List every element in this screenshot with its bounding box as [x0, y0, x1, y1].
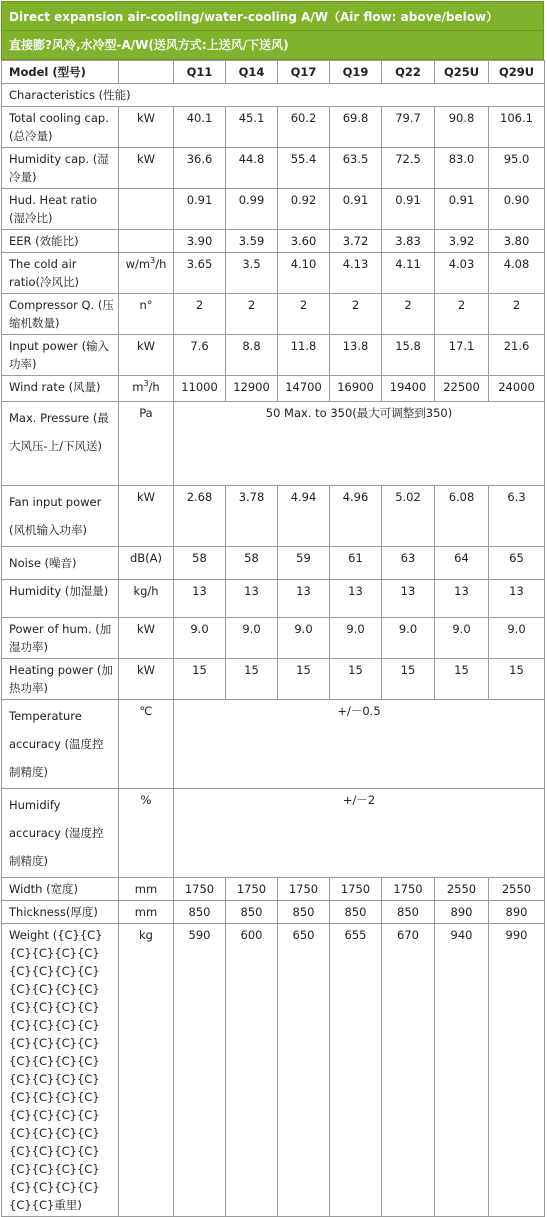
cell-value: 0.91 — [382, 189, 435, 230]
cell-value: 2 — [226, 294, 278, 335]
section-label: Characteristics (性能) — [2, 84, 545, 107]
unit-tail: /h — [155, 257, 167, 271]
unit-sup: 3 — [143, 379, 149, 389]
table-row — [2, 148, 545, 189]
cell-value: 9.0 — [226, 618, 278, 659]
cell-value: 59 — [278, 547, 330, 580]
row-label: Power of hum. (加湿功率) — [2, 618, 119, 659]
row-label: Fan input power (风机输入功率) — [2, 486, 119, 547]
cell-value: 2 — [174, 294, 226, 335]
unit-tail: /h — [148, 380, 160, 394]
row-label: Input power (输入功率) — [2, 335, 119, 376]
table-row — [2, 700, 545, 789]
cell-value: 106.1 — [489, 107, 545, 148]
cell-value: 60.2 — [278, 107, 330, 148]
cell-value: 15 — [278, 659, 330, 700]
row-unit — [119, 230, 174, 253]
cell-value: 45.1 — [226, 107, 278, 148]
row-unit: ℃ — [119, 700, 174, 789]
cell-value: 9.0 — [330, 618, 382, 659]
cell-value: 55.4 — [278, 148, 330, 189]
cell-value: 4.03 — [435, 253, 489, 294]
row-unit — [119, 189, 174, 230]
cell-value: 79.7 — [382, 107, 435, 148]
cell-value: 3.80 — [489, 230, 545, 253]
cell-value: 13 — [330, 580, 382, 618]
spec-table — [1, 60, 545, 1217]
cell-value: 655 — [330, 924, 382, 1217]
row-unit: kg — [119, 924, 174, 1217]
cell-value: 590 — [174, 924, 226, 1217]
row-unit: % — [119, 789, 174, 878]
cell-value: 44.8 — [226, 148, 278, 189]
cell-value: 0.99 — [226, 189, 278, 230]
cell-value: 17.1 — [435, 335, 489, 376]
title-english: Direct expansion air-cooling/water-cooling A/W（Air flow: above/below） — [1, 1, 544, 31]
cell-value: 9.0 — [435, 618, 489, 659]
cell-value: 1750 — [330, 878, 382, 901]
cell-value: 13 — [226, 580, 278, 618]
cell-value: 36.6 — [174, 148, 226, 189]
row-label: Total cooling cap. (总冷量) — [2, 107, 119, 148]
header-q19: Q19 — [330, 61, 382, 84]
cell-value: 14700 — [278, 376, 330, 402]
table-row — [2, 230, 545, 253]
cell-value: 3.65 — [174, 253, 226, 294]
spec-sheet — [1, 1, 544, 1217]
cell-value: 1750 — [226, 878, 278, 901]
merged-value: 50 Max. to 350(最大可调整到350) — [174, 402, 545, 486]
table-row — [2, 580, 545, 618]
cell-value: 2550 — [489, 878, 545, 901]
cell-value: 990 — [489, 924, 545, 1217]
cell-value: 6.3 — [489, 486, 545, 547]
cell-value: 15.8 — [382, 335, 435, 376]
cell-value: 15 — [226, 659, 278, 700]
row-unit: kW — [119, 335, 174, 376]
header-q11: Q11 — [174, 61, 226, 84]
cell-value: 850 — [278, 901, 330, 924]
row-unit: kg/h — [119, 580, 174, 618]
cell-value: 11000 — [174, 376, 226, 402]
cell-value: 940 — [435, 924, 489, 1217]
row-label: Noise (噪音) — [2, 547, 119, 580]
cell-value: 1750 — [278, 878, 330, 901]
cell-value: 4.08 — [489, 253, 545, 294]
cell-value: 64 — [435, 547, 489, 580]
cell-value: 4.13 — [330, 253, 382, 294]
cell-value: 69.8 — [330, 107, 382, 148]
table-row — [2, 189, 545, 230]
cell-value: 2 — [382, 294, 435, 335]
cell-value: 670 — [382, 924, 435, 1217]
cell-value: 6.08 — [435, 486, 489, 547]
cell-value: 1750 — [382, 878, 435, 901]
cell-value: 15 — [330, 659, 382, 700]
cell-value: 22500 — [435, 376, 489, 402]
unit-sup: 3 — [150, 256, 156, 266]
row-unit: dB(A) — [119, 547, 174, 580]
cell-value: 5.02 — [382, 486, 435, 547]
row-label: Compressor Q. (压缩机数量) — [2, 294, 119, 335]
cell-value: 3.5 — [226, 253, 278, 294]
row-label: Width (宽度) — [2, 878, 119, 901]
cell-value: 13 — [278, 580, 330, 618]
table-row — [2, 486, 545, 547]
cell-value: 13 — [489, 580, 545, 618]
cell-value: 72.5 — [382, 148, 435, 189]
cell-value: 4.11 — [382, 253, 435, 294]
header-q14: Q14 — [226, 61, 278, 84]
cell-value: 2 — [330, 294, 382, 335]
cell-value: 890 — [435, 901, 489, 924]
table-row — [2, 253, 545, 294]
cell-value: 2550 — [435, 878, 489, 901]
row-unit: kW — [119, 486, 174, 547]
cell-value: 58 — [226, 547, 278, 580]
cell-value: 8.8 — [226, 335, 278, 376]
cell-value: 13 — [435, 580, 489, 618]
table-row — [2, 659, 545, 700]
cell-value: 21.6 — [489, 335, 545, 376]
cell-value: 61 — [330, 547, 382, 580]
cell-value: 890 — [489, 901, 545, 924]
cell-value: 3.90 — [174, 230, 226, 253]
cell-value: 0.90 — [489, 189, 545, 230]
header-model: Model (型号) — [2, 61, 119, 84]
cell-value: 3.60 — [278, 230, 330, 253]
row-unit — [119, 253, 174, 294]
cell-value: 850 — [330, 901, 382, 924]
cell-value: 11.8 — [278, 335, 330, 376]
cell-value: 9.0 — [174, 618, 226, 659]
cell-value: 1750 — [174, 878, 226, 901]
cell-value: 15 — [174, 659, 226, 700]
cell-value: 83.0 — [435, 148, 489, 189]
row-label: Heating power (加热功率) — [2, 659, 119, 700]
table-row — [2, 107, 545, 148]
row-label: Hud. Heat ratio (湿冷比) — [2, 189, 119, 230]
cell-value: 9.0 — [278, 618, 330, 659]
cell-value: 2.68 — [174, 486, 226, 547]
table-row — [2, 335, 545, 376]
row-unit: Pa — [119, 402, 174, 486]
row-unit: kW — [119, 107, 174, 148]
cell-value: 0.92 — [278, 189, 330, 230]
cell-value: 3.83 — [382, 230, 435, 253]
cell-value: 15 — [382, 659, 435, 700]
cell-value: 65 — [489, 547, 545, 580]
table-row — [2, 878, 545, 901]
cell-value: 63.5 — [330, 148, 382, 189]
row-label: Temperature accuracy (温度控制精度) — [2, 700, 119, 789]
unit-base: m — [132, 380, 144, 394]
cell-value: 58 — [174, 547, 226, 580]
cell-value: 850 — [226, 901, 278, 924]
cell-value: 15 — [489, 659, 545, 700]
row-label: Max. Pressure (最大风压-上/下风送) — [2, 402, 119, 486]
unit-base: w/m — [125, 257, 151, 271]
row-unit — [119, 376, 174, 402]
cell-value: 9.0 — [489, 618, 545, 659]
header-unit — [119, 61, 174, 84]
cell-value: 19400 — [382, 376, 435, 402]
cell-value: 13.8 — [330, 335, 382, 376]
row-label: The cold air ratio(冷风比) — [2, 253, 119, 294]
cell-value: 2 — [278, 294, 330, 335]
table-row — [2, 376, 545, 402]
table-row — [2, 294, 545, 335]
row-label: Wind rate (风量) — [2, 376, 119, 402]
cell-value: 0.91 — [174, 189, 226, 230]
cell-value: 63 — [382, 547, 435, 580]
row-label: Humidity (加湿量) — [2, 580, 119, 618]
table-row — [2, 547, 545, 580]
cell-value: 3.78 — [226, 486, 278, 547]
merged-value: +/－0.5 — [174, 700, 545, 789]
header-q25u: Q25U — [435, 61, 489, 84]
row-unit: kW — [119, 659, 174, 700]
row-label: EER (效能比) — [2, 230, 119, 253]
header-q17: Q17 — [278, 61, 330, 84]
cell-value: 4.96 — [330, 486, 382, 547]
cell-value: 95.0 — [489, 148, 545, 189]
header-q29u: Q29U — [489, 61, 545, 84]
cell-value: 15 — [435, 659, 489, 700]
section-row — [2, 84, 545, 107]
cell-value: 12900 — [226, 376, 278, 402]
cell-value: 0.91 — [330, 189, 382, 230]
row-label: Humidify accuracy (湿度控制精度) — [2, 789, 119, 878]
merged-value: +/－2 — [174, 789, 545, 878]
cell-value: 13 — [174, 580, 226, 618]
row-unit: mm — [119, 901, 174, 924]
cell-value: 600 — [226, 924, 278, 1217]
cell-value: 40.1 — [174, 107, 226, 148]
table-row — [2, 618, 545, 659]
row-label: Thickness(厚度) — [2, 901, 119, 924]
cell-value: 13 — [382, 580, 435, 618]
title-chinese: 直接膨?风冷,水冷型-A/W(送风方式:上送风/下送风) — [1, 31, 544, 60]
cell-value: 90.8 — [435, 107, 489, 148]
row-unit: kW — [119, 618, 174, 659]
header-row — [2, 61, 545, 84]
cell-value: 3.72 — [330, 230, 382, 253]
cell-value: 4.94 — [278, 486, 330, 547]
cell-value: 0.91 — [435, 189, 489, 230]
table-row — [2, 402, 545, 486]
cell-value: 7.6 — [174, 335, 226, 376]
header-q22: Q22 — [382, 61, 435, 84]
cell-value: 16900 — [330, 376, 382, 402]
cell-value: 850 — [382, 901, 435, 924]
cell-value: 3.59 — [226, 230, 278, 253]
row-unit: mm — [119, 878, 174, 901]
cell-value: 9.0 — [382, 618, 435, 659]
cell-value: 4.10 — [278, 253, 330, 294]
row-unit: kW — [119, 148, 174, 189]
table-row — [2, 924, 545, 1217]
row-label: Weight ({C}{C}{C}{C}{C}{C}{C}{C}{C}{C}{C}{C}{C}{C}{C}{C}{C}{C}{C}{C}{C}{C}{C}{C}{C}{C}{C}{C}{C}{C}{C}{C}{C}{C}{C}{C}{C}{C}{C}{C}{C}{C}{C}{C}{C}{C}{C}{C}{C}{C}{C}{C}{C}{C}{C}{C}{C}{C}{C}{C}重里) — [2, 924, 119, 1217]
row-unit: n° — [119, 294, 174, 335]
table-row — [2, 789, 545, 878]
cell-value: 24000 — [489, 376, 545, 402]
cell-value: 850 — [174, 901, 226, 924]
cell-value: 2 — [489, 294, 545, 335]
cell-value: 650 — [278, 924, 330, 1217]
table-row — [2, 901, 545, 924]
row-label: Humidity cap. (湿冷量) — [2, 148, 119, 189]
cell-value: 2 — [435, 294, 489, 335]
cell-value: 3.92 — [435, 230, 489, 253]
